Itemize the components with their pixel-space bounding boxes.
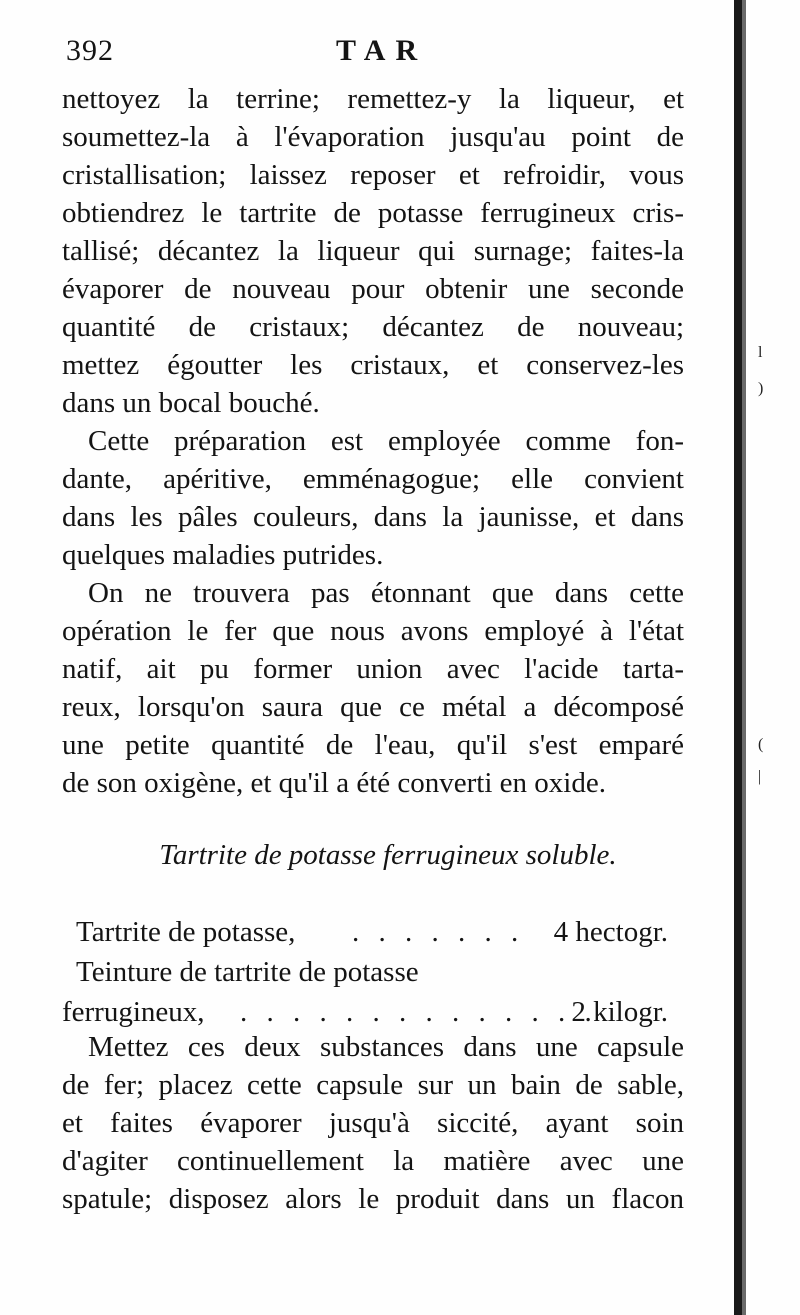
page-header xyxy=(66,34,686,74)
text-line: dante, apéritive, emménagogue; elle convient xyxy=(62,463,684,495)
ingredient-name: Teinture de tartrite de potasse xyxy=(76,956,419,988)
leader-dots: . . . . . . . xyxy=(352,916,525,948)
paragraph-method xyxy=(62,1028,684,1218)
text-line: On ne trouvera pas étonnant que dans cette xyxy=(88,577,684,609)
text-line: de son oxigène, et qu'il a été converti en oxide. xyxy=(62,767,606,799)
text-line: nettoyez la terrine; remettez-y la liqueur, et xyxy=(62,83,684,115)
running-head: TAR xyxy=(336,34,428,67)
text-line: reux, lorsqu'on saura que ce métal a décomposé xyxy=(62,691,684,723)
text-line: une petite quantité de l'eau, qu'il s'est emparé xyxy=(62,729,684,761)
text-line: soumettez-la à l'évaporation jusqu'au point de xyxy=(62,121,684,153)
text-line: obtiendrez le tartrite de potasse ferrugineux cris- xyxy=(62,197,684,229)
paragraph-explanation xyxy=(62,574,684,802)
leader-dots: . . . . . . . . . . . . . . xyxy=(240,996,598,1028)
text-line: quantité de cristaux; décantez de nouveau; xyxy=(62,311,684,343)
section-title: Tartrite de potasse ferrugineux soluble. xyxy=(159,839,617,871)
recipe-row xyxy=(62,912,684,952)
page-number: 392 xyxy=(66,34,114,67)
ingredient-quantity: 2 kilogr. xyxy=(571,996,668,1028)
ingredient-name: ferrugineux, xyxy=(62,996,205,1028)
text-line: spatule; disposez alors le produit dans un flacon xyxy=(62,1183,684,1215)
text-line: dans les pâles couleurs, dans la jaunisse, et dans xyxy=(62,501,684,533)
text-line: de fer; placez cette capsule sur un bain de sable, xyxy=(62,1069,684,1101)
ingredient-name: Tartrite de potasse, xyxy=(76,916,296,948)
paragraph-usage xyxy=(62,422,684,574)
margin-mark: | xyxy=(758,768,762,785)
text-line: dans un bocal bouché. xyxy=(62,387,320,419)
text-line: Cette préparation est employée comme fon- xyxy=(88,425,684,457)
recipe-list xyxy=(62,912,684,1032)
margin-mark: l xyxy=(758,344,763,361)
text-line: natif, ait pu former union avec l'acide tarta- xyxy=(62,653,684,685)
text-line: d'agiter continuellement la matière avec une xyxy=(62,1145,684,1177)
binding-edge-shadow xyxy=(742,0,746,1315)
recipe-row xyxy=(62,992,684,1032)
paragraph-continued xyxy=(62,80,684,422)
text-line: tallisé; décantez la liqueur qui surnage; faites-la xyxy=(62,235,684,267)
margin-mark: ) xyxy=(758,380,764,397)
text-line: cristallisation; laissez reposer et refroidir, vous xyxy=(62,159,684,191)
text-line: opération le fer que nous avons employé à l'état xyxy=(62,615,684,647)
binding-edge xyxy=(734,0,742,1315)
text-line: évaporer de nouveau pour obtenir une seconde xyxy=(62,273,684,305)
recipe-row xyxy=(62,952,684,992)
text-line: et faites évaporer jusqu'à siccité, ayant soin xyxy=(62,1107,684,1139)
ingredient-quantity: 4 hectogr. xyxy=(553,916,668,948)
text-line: Mettez ces deux substances dans une capsule xyxy=(88,1031,684,1063)
text-line: mettez égoutter les cristaux, et conservez-les xyxy=(62,349,684,381)
margin-mark: ( xyxy=(758,736,764,753)
text-line: quelques maladies putrides. xyxy=(62,539,384,571)
